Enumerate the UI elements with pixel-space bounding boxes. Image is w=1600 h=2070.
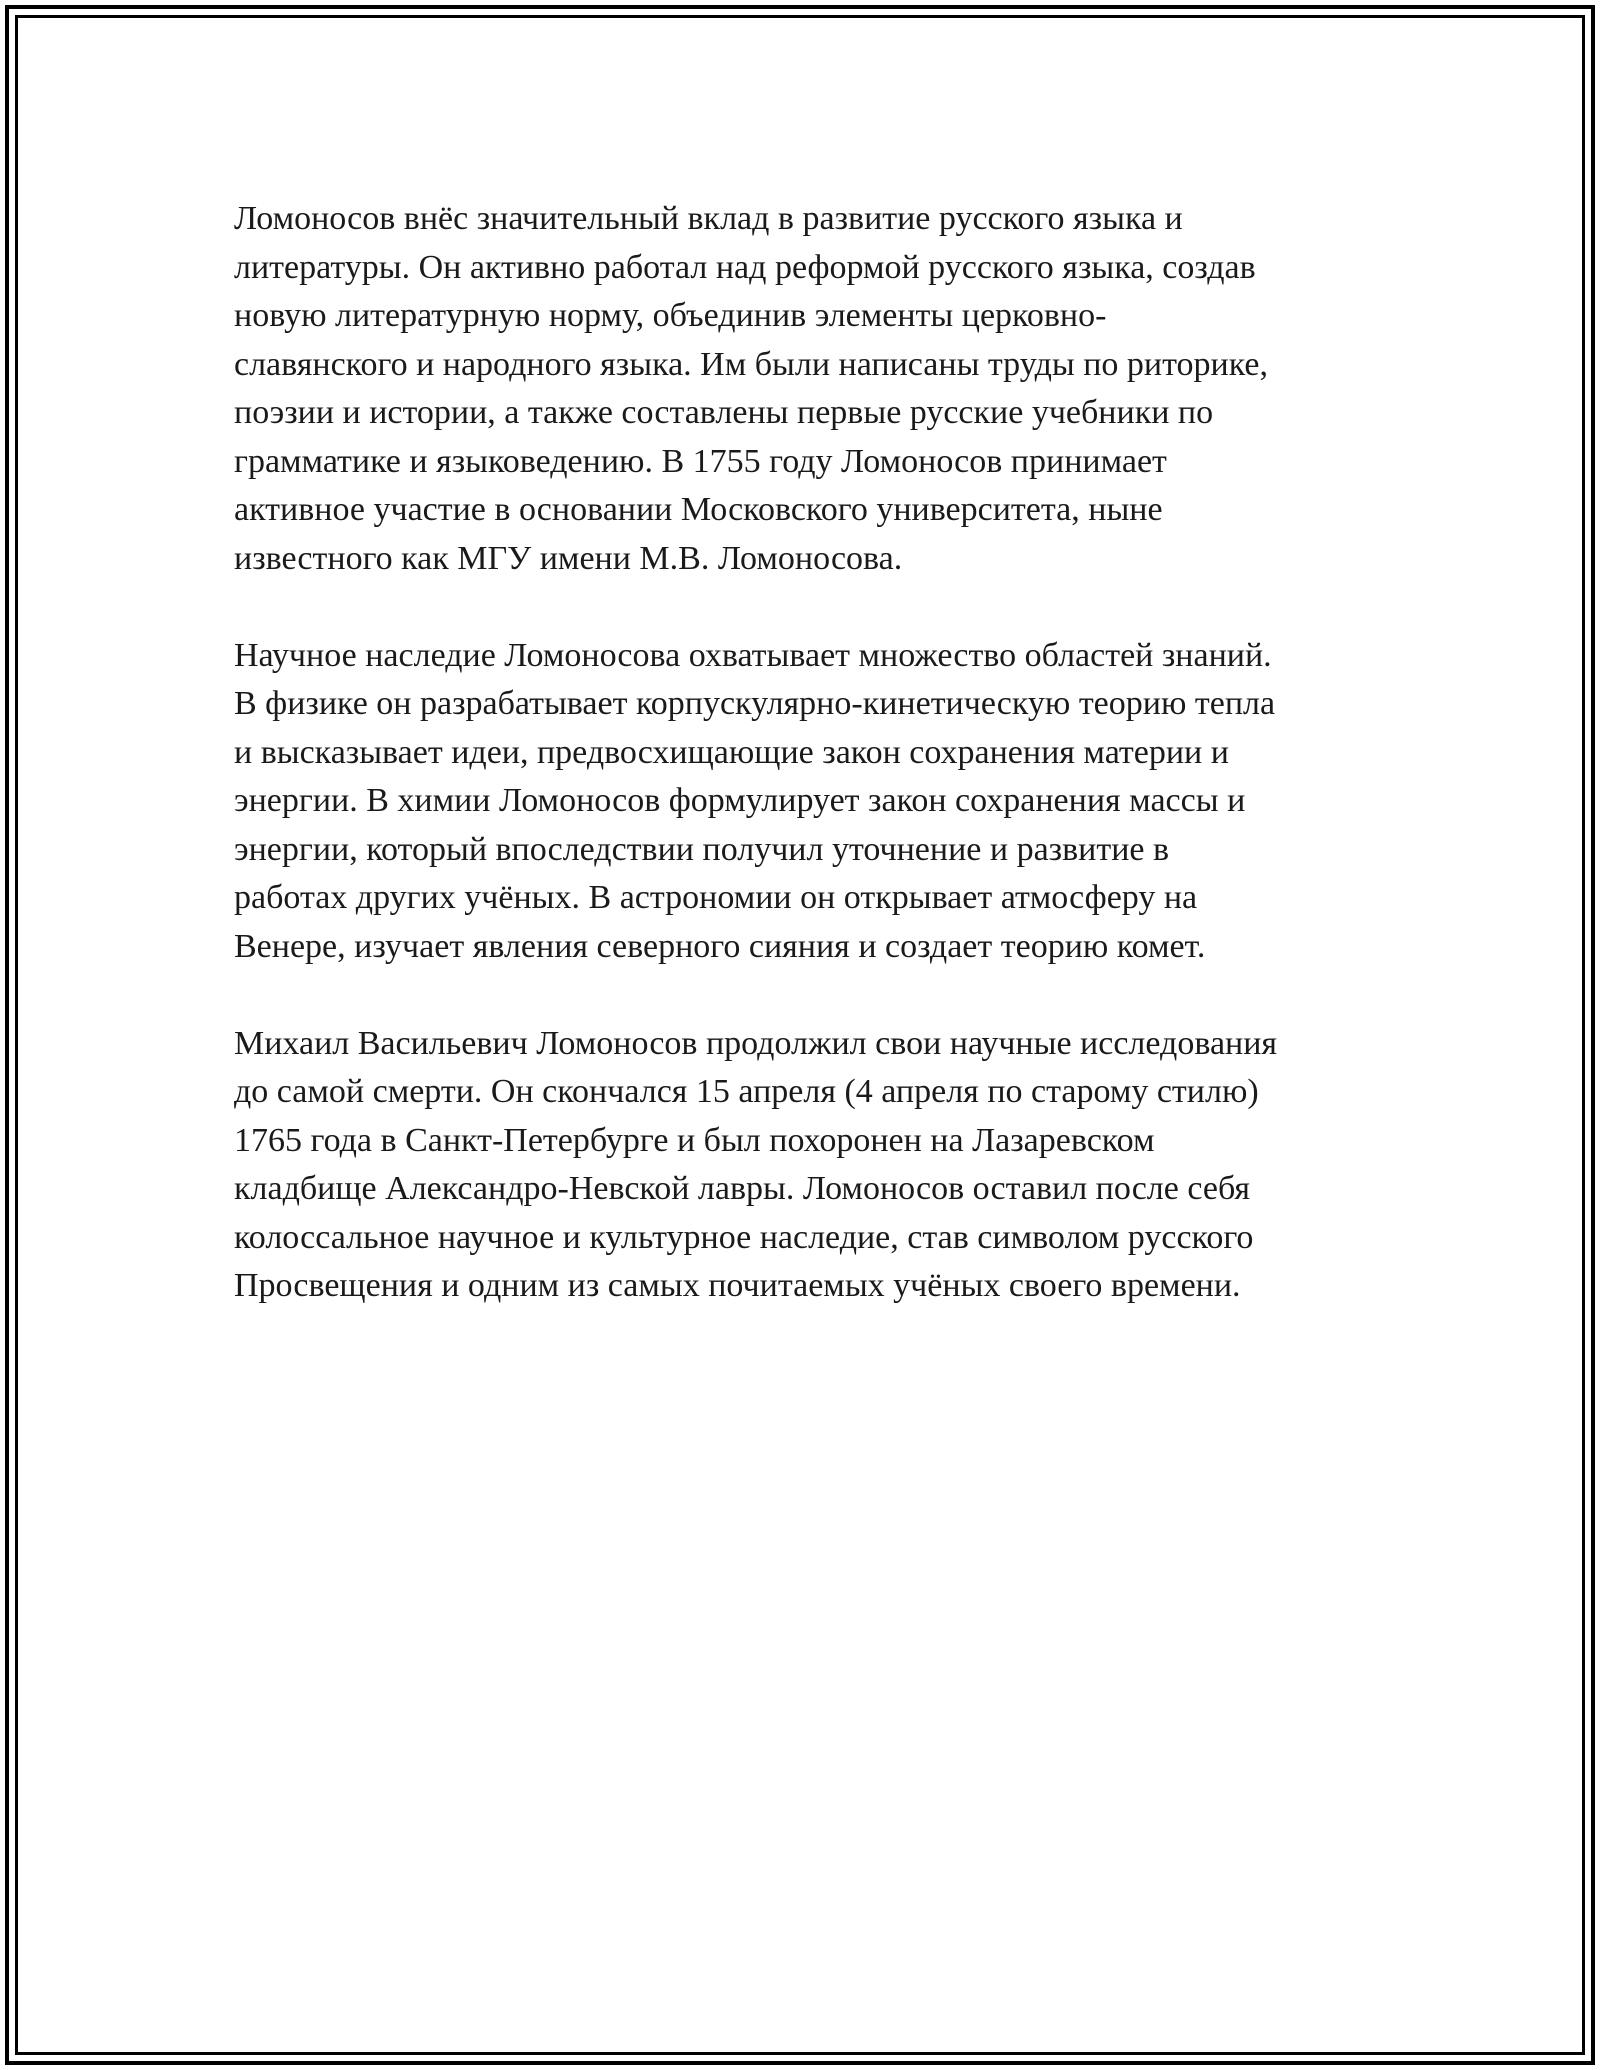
paragraph-scientific-legacy: Научное наследие Ломоносова охватывает множество областей знаний. В физике он разрабатывает корпускулярно-кинетическую теорию тепла и высказывает идеи, предвосхищающие закон сохранения материи и энергии. В химии Ломоносов формулирует закон сохранения массы и энергии, который впоследствии получил уточнение и развитие в работах других учёных. В астрономии он открывает атмосферу на Венере, изучает явления северного сияния и создает теорию комет. bbox=[234, 636, 1276, 965]
page-border-outer bbox=[5, 5, 1595, 2065]
paragraph-death-and-legacy: Михаил Васильевич Ломоносов продолжил свои научные исследования до самой смерти. Он скончался 15 апреля (4 апреля по старому стилю) 1765 года в Санкт-Петербурге и был похоронен на Лазаревском кладбище Александро-Невской лавры. Ломоносов оставил после себя колоссальное научное и культурное наследие, став символом русского Просвещения и одним из самых почитаемых учёных своего времени. bbox=[234, 1024, 1278, 1304]
document-body bbox=[234, 195, 1394, 1359]
paragraph-language-reform: Ломоносов внёс значительный вклад в развитие русского языка и литературы. Он активно работал над реформой русского языка, создав новую литературную норму, объединив элементы церковно- славянского и народного языка. Им были написаны труды по риторике, поэзии и истории, а также составлены первые русские учебники по грамматике и языковедению. В 1755 году Ломоносов принимает активное участие в основании Московского университета, ныне известного как МГУ имени М.В. Ломоносова. bbox=[234, 200, 1268, 577]
